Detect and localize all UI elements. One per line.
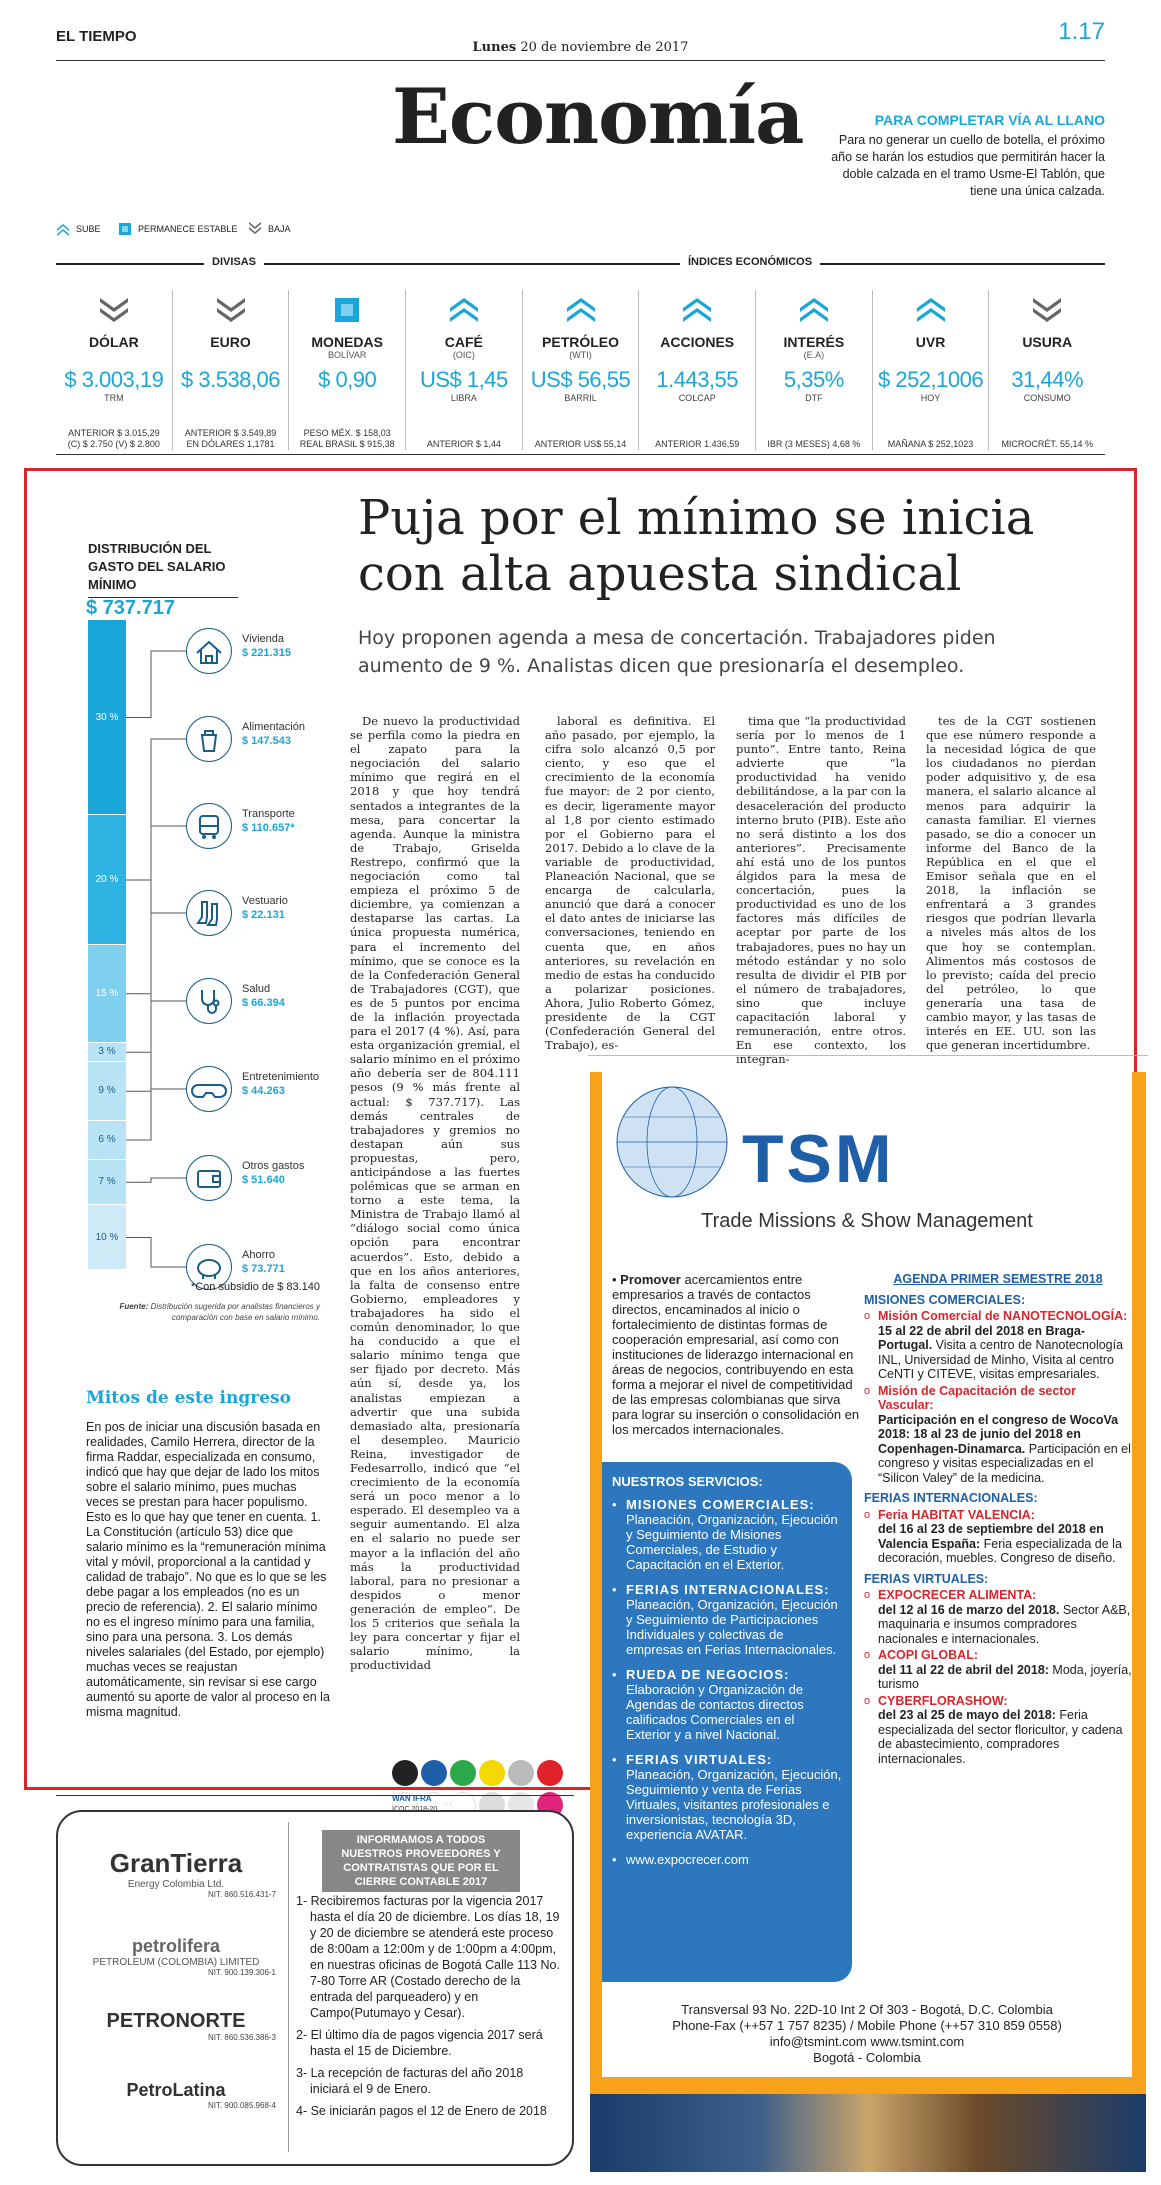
indicator-value: US$ 1,45 xyxy=(419,367,508,392)
event-date: del 16 al 23 de septiembre del 2018 en Valencia España: xyxy=(878,1522,1104,1551)
event-date: del 12 al 16 de marzo del 2018. xyxy=(878,1602,1060,1617)
notice-divider xyxy=(288,1822,289,2152)
chart-item-icon-5 xyxy=(186,1066,232,1112)
sidebar-text: En pos de iniciar una discusión basada en realidades, Camilo Herrera, director de la firma Raddar, especializada en consumo, indicó que hay que dejar de lado los mitos sobre el salario mínimo, pues muchas veces se prestan para hacer populismo. Esto es lo que hay que tener en cuenta. 1. La Constitución (artículo 53) dice que salario mínimo es la “remuneración mínima vital y móvil, proporcional a la cantidad y calidad de trabajo”. No que es lo que se les debe pagar a los empleados (no es un precio de referencia). 2. El salario mínimo no es el ingreso mínimo para una familia, sino para una persona. 3. Los demás niveles salariales (del Estado, por ejemplo) muchas veces se reajustan automáticamente, sin revisar si ese cargo aumentó su aporte de valor al proceso en la misma magnitud. xyxy=(86,1420,330,1719)
chart-title: DISTRIBUCIÓN DEL GASTO DEL SALARIO MÍNIMO xyxy=(88,540,238,598)
indicator-dólar xyxy=(56,290,173,450)
indicator-unit: HOY xyxy=(920,393,941,403)
ad-rule xyxy=(588,1055,1148,1056)
column-4-text: tes de la CGT sostienen que ese número responde a la necesidad lógica de que los ciudadanos no pierdan poder adquisitivo y, de esa manera, el salario alcance al menos para adquirir la canasta familiar. El viernes pasado, se dio a conocer un informe del Banco de la República en el que el Emisor señala que en el 2018, la inflación se enfrentará a 3 grandes riesgos que podrían llevarla a niveles más altos de los que hoy se contemplan. Alimentos más costosos de lo previsto; caída del precio del petróleo, lo que generaría una tasa de cambio mayor, y las tasas de interés en EE. UU. son las que generan incertidumbre. xyxy=(926,714,1096,1053)
service-text: Planeación, Organización, Ejecución, Seguimiento y venta de Ferias Virtuales, visitantes profesionales e inversionistas, tecnología 3D, experiencia AVATAR. xyxy=(626,1767,842,1842)
indicator-footer xyxy=(989,439,1105,450)
event-title: o CYBERFLORASHOW: xyxy=(878,1693,1008,1708)
chart-amount: $ 110.657* xyxy=(242,822,295,834)
article-headline: Puja por el mínimo se inicia con alta apuesta sindical xyxy=(358,490,1035,602)
company-subtitle: PETROLEUM (COLOMBIA) LIMITED xyxy=(92,1957,260,1968)
event-title: o Misión de Capacitación de sector Vascular: xyxy=(878,1383,1076,1412)
notice-list xyxy=(296,1893,566,2125)
agenda-event xyxy=(864,1508,1132,1566)
contact-city: Bogotá - Colombia xyxy=(813,2050,921,2065)
indicator-petróleo xyxy=(523,290,640,450)
connector-line xyxy=(126,1001,188,1091)
company-subtitle: Energy Colombia Ltd. xyxy=(127,1879,225,1890)
article-column-3 xyxy=(736,714,906,1067)
tsm-advertisement xyxy=(590,1072,1146,2172)
connector-line xyxy=(126,1178,188,1182)
group-indices: ÍNDICES ECONÓMICOS xyxy=(680,256,820,268)
trade-fair-photo xyxy=(590,2094,1146,2172)
event-date: Participación en el congreso de WocoVa 2018: 18 al 23 de junio del 2018 en Copenhagen-Dinamarca. xyxy=(878,1412,1119,1456)
color-swatch xyxy=(537,1760,563,1786)
service-title: • FERIAS VIRTUALES: xyxy=(626,1752,773,1767)
tsm-logo: TSM xyxy=(742,1121,895,1197)
chart-item-icon-2 xyxy=(186,803,232,849)
chart-item-label-4 xyxy=(242,982,285,1010)
event-date: del 23 al 25 de mayo del 2018: xyxy=(878,1708,1056,1722)
indicator-subtitle: (E.A) xyxy=(803,350,825,360)
header-rule xyxy=(56,60,1105,61)
chart-category: Otros gastos xyxy=(242,1160,305,1172)
indicator-unit: LIBRA xyxy=(450,393,477,403)
chart-category: Alimentación xyxy=(242,721,305,733)
service-item xyxy=(612,1497,842,1572)
notice-item: 1- Recibiremos facturas por la vigencia 2017 hasta el día 20 de diciembre. Los días 18, 19 y 20 de diciembre se atenderá este proceso de 8:00am a 12:00m y de 1:00pm a 4:00pm, en nuestras oficinas de Bogotá Calle 113 No. 7-80 Torre AR (Costado derecho de la entrada del parqueadero) y en Campo(Putumayo y Cesar). xyxy=(296,1894,560,2020)
section-title: Economía xyxy=(392,72,804,161)
indicators-row xyxy=(56,290,1105,450)
indicator-subtitle xyxy=(56,350,172,361)
agenda-category: FERIAS VIRTUALES: xyxy=(864,1571,989,1586)
group-divisas: DIVISAS xyxy=(204,256,264,268)
promo-text: acercamientos entre empresarios a través de contactos directos, encaminados al inicio o fortalecimiento de distintas formas de cooperación empresarial, así como con instituciones de liderazgo internacional en áreas de negocios, contribuyendo en esta forma a mejorar el nivel de competitividad de las empresas colombianas que sirva para lograr su inserción o consolidación en los mercados internacionales. xyxy=(612,1272,860,1437)
company-logo-0 xyxy=(76,1848,276,1899)
indicator-value: US$ 56,55 xyxy=(530,367,631,392)
source-text: Distribución sugerida por analistas financieros y comparación con base en salario mínimo. xyxy=(150,1302,320,1322)
notice-item: 4- Se iniciarán pagos el 12 de Enero de 2018 xyxy=(296,2104,547,2118)
indicator-name: MONEDAS xyxy=(311,334,383,350)
chart-amount: $ 66.394 xyxy=(242,997,285,1009)
chart-item-label-6 xyxy=(242,1159,304,1187)
trend-up-icon xyxy=(798,294,830,326)
article-column-4 xyxy=(926,714,1096,1053)
chart-category: Entretenimiento xyxy=(242,1071,320,1083)
connector-line xyxy=(126,1089,188,1140)
company-name: PETRONORTE xyxy=(106,2010,246,2032)
indicator-value: $ 0,90 xyxy=(318,367,377,392)
indicator-footer-1: MAÑANA $ 252,1023 xyxy=(887,439,974,449)
indicator-footer-1: MICROCRÉT. 55,14 % xyxy=(1001,439,1093,449)
indicator-unit: DTF xyxy=(805,393,823,403)
column-2-text: laboral es definitiva. El año pasado, por ejemplo, la cifra solo alcanzó 0,5 por ciento, y eso que el crecimiento de la economía fue mayor: de 2 por ciento, es decir, ligeramente mayor al 1,8 por ciento estimado por el Gobierno para el 2017. Debido a lo clave de la variable de productividad, Planeación Nacional, que se encarga de calcularla, anunció que dará a conocer el dato antes de iniciarse las conversaciones, teniendo en cuenta que, en años anteriores, su revelación en medio de estas ha conducido a polarizar posiciones. Ahora, Julio Roberto Gómez, presidente de la CGT (Confederación General del Trabajo), es- xyxy=(545,714,715,1053)
company-nit: NIT. 860.536.386-3 xyxy=(207,2033,276,2042)
issue-date xyxy=(0,40,1161,55)
indicator-name: ACCIONES xyxy=(660,334,735,350)
column-1-text: De nuevo la productividad se perfila como la piedra en el zapato para la negociación del salario mínimo que regirá en el 2018 y que hoy tendrá sentados a integrantes de la mesa, para concertar la agenda. Aunque la ministra de Trabajo, Griselda Restrepo, confirmó que la negociación como tal empieza el próximo 5 de diciembre, ya comienzan a destaparse las cartas. La única propuesta numérica, para el incremento del mínimo, que se conoce es la de la Confederación General de Trabajadores (CGT), que es de 5 puntos por encima de la inflación proyectada para el 2017 (4 %). Así, para esta organización gremial, el salario mínimo en el próximo año debería ser de 804.111 pesos (9 % más frente al actual: $ 737.717). Las demás centrales de trabajadores y gremios no destapan aún sus propuestas, pero, anticipándose a las fuertes polémicas que se arman en torno a este tema, la Ministra de Trabajo llamó al “diálogo social como única opción para encontrar acuerdos”. Esto, debido a que en los años anteriores, la falta de consenso entre Gobierno, empleadores y trabajadores ha sido el común denominador, lo que ha conducido a que el salario mínimo tenga que ser fijado por decreto. Más aún sí, desde ya, los analistas empiezan a advertir que una subida demasiado alta, presionaría el desempleo. Mauricio Reina, investigador de Fedesarrollo, indicó que “el crecimiento de la economía será un poco menor a lo esperado. El desempleo va a seguir aumentando. El alza en el salario no puede ser mayor a la inflación del año más la productividad laboral, para no presionar a despidos o menor generación de empleo”. De los 5 criterios que señala la ley para concertar y fijar el salario mínimo, la productividad xyxy=(350,714,520,1673)
color-swatch xyxy=(421,1760,447,1786)
trend-up-icon xyxy=(681,294,713,326)
connector-line xyxy=(126,651,188,718)
wan-ifra-logo: WAN IFRA xyxy=(392,1794,462,1803)
chart-amount: $ 22.131 xyxy=(242,909,285,921)
date-day: Lunes xyxy=(472,40,517,55)
company-nit: NIT. 860.516.431-7 xyxy=(207,1890,276,1899)
piggy-bank-icon xyxy=(191,1249,227,1285)
chevron-up-icon xyxy=(56,222,70,236)
teaser-text: Para no generar un cuello de botella, el próximo año se harán los estudios que permitirán hacer la doble calzada en el tramo Usme-El Tablón, que tiene una única calzada. xyxy=(831,133,1105,198)
bus-icon xyxy=(191,808,227,844)
article-column-1 xyxy=(350,714,520,1673)
company-logo-3 xyxy=(76,2080,276,2110)
indicator-footer-1: ANTERIOR $ 3.015,29 xyxy=(68,428,160,438)
indicator-footer xyxy=(756,439,872,450)
indicator-unit: BARRIL xyxy=(564,393,597,403)
chart-total: $ 737.717 xyxy=(86,597,175,619)
chart-category: Transporte xyxy=(242,808,295,820)
chart-category: Vestuario xyxy=(242,895,288,907)
agenda-event xyxy=(864,1694,1132,1767)
indicator-footer-1: PESO MÉX. $ 158,03 xyxy=(303,428,391,438)
indicator-footer xyxy=(523,439,639,450)
indicator-footer xyxy=(289,428,405,450)
tsm-agenda xyxy=(864,1272,1132,1766)
notice-item: 3- La recepción de facturas del año 2018 iniciará el 9 de Enero. xyxy=(296,2066,524,2096)
indicators-bottom-rule xyxy=(56,454,1105,455)
tsm-ad-panel xyxy=(602,1072,1132,2077)
connector-line xyxy=(126,739,188,880)
chart-bar-7: 10 % xyxy=(88,1205,126,1270)
indicator-name: PETRÓLEO xyxy=(542,334,620,350)
indicator-value: $ 252,1006 xyxy=(877,367,984,392)
chart-item-label-7 xyxy=(242,1248,285,1276)
chart-amount: $ 73.771 xyxy=(242,1263,285,1275)
contact-phones: Phone-Fax (++57 1 757 8235) / Mobile Phone (++57 310 859 0558) xyxy=(672,2018,1062,2033)
trend-up-icon xyxy=(915,294,947,326)
indicator-name: USURA xyxy=(1022,334,1073,350)
event-date: del 11 al 22 de abril del 2018: xyxy=(878,1662,1049,1677)
chart-category: Ahorro xyxy=(242,1249,276,1261)
trend-down-icon xyxy=(98,294,130,326)
company-nit: NIT. 900.139.306-1 xyxy=(207,1968,276,1977)
event-text: Sector A&B, maquinaria e insumos compradores nacionales e internacionales. xyxy=(878,1602,1131,1646)
indicator-footer-2: EN DÓLARES 1,1781 xyxy=(186,439,275,449)
indicator-footer xyxy=(639,439,755,450)
chevron-down-icon xyxy=(248,222,262,236)
service-text: Planeación, Organización, Ejecución y Seguimiento de Participaciones Individuales y colectivas de empresas en Ferias Internacionales. xyxy=(626,1597,838,1657)
newspaper-name: EL TIEMPO xyxy=(56,28,137,45)
indicator-footer-1: ANTERIOR 1.436,59 xyxy=(655,439,740,449)
contact-email-web[interactable]: info@tsmint.com www.tsmint.com xyxy=(769,2034,965,2049)
indicator-name: INTERÉS xyxy=(783,334,845,350)
trend-up-icon xyxy=(448,294,480,326)
chart-source xyxy=(88,1301,320,1323)
trend-up-icon xyxy=(565,294,597,326)
event-date: 15 al 22 de abril del 2018 en Braga-Portugal. xyxy=(878,1323,1086,1352)
indicator-footer-1: ANTERIOR $ 1,44 xyxy=(426,439,501,449)
indicator-name: UVR xyxy=(915,334,946,350)
service-item xyxy=(612,1582,842,1657)
chart-item-label-5 xyxy=(242,1070,319,1098)
agenda-event xyxy=(864,1384,1132,1486)
service-title: • MISIONES COMERCIALES: xyxy=(626,1497,815,1512)
source-label: Fuente: xyxy=(119,1302,149,1311)
service-title: • FERIAS INTERNACIONALES: xyxy=(626,1582,830,1597)
chart-item-icon-3 xyxy=(186,890,232,936)
indicator-name: DÓLAR xyxy=(88,334,139,350)
company-logo-1 xyxy=(76,1936,276,1977)
socks-icon xyxy=(191,895,227,931)
event-title: o Feria HABITAT VALENCIA: xyxy=(878,1507,1035,1522)
grocery-bag-icon xyxy=(191,721,227,757)
event-title: o EXPOCRECER ALIMENTA: xyxy=(878,1588,1037,1602)
indicator-subtitle: (OIC) xyxy=(452,350,475,360)
chart-bar-6: 7 % xyxy=(88,1160,126,1206)
indicator-unit: TRM xyxy=(104,393,124,403)
chart-item-label-1 xyxy=(242,720,305,748)
indicator-footer xyxy=(406,439,522,450)
chart-bar-5: 6 % xyxy=(88,1121,126,1160)
chart-item-label-3 xyxy=(242,894,288,922)
chart-category: Vivienda xyxy=(242,633,284,645)
trend-down-icon xyxy=(1031,294,1063,326)
indicator-unit: COLCAP xyxy=(678,393,716,403)
chart-bar-1: 20 % xyxy=(88,815,126,945)
tsm-contact xyxy=(602,2002,1132,2066)
connector-line xyxy=(126,913,188,1052)
agenda-event xyxy=(864,1588,1132,1646)
chart-item-label-0 xyxy=(242,632,291,660)
article-column-2 xyxy=(545,714,715,1053)
indicator-café xyxy=(406,290,523,450)
globe-icon xyxy=(612,1082,732,1202)
company-nit: NIT. 900.085.968-4 xyxy=(207,2101,276,2110)
event-title: o Misión Comercial de NANOTECNOLOGÍA: xyxy=(878,1309,1128,1323)
event-text: Participación en el congreso y visitas especializadas en el “Silicon Valey” de la medicina. xyxy=(878,1441,1131,1485)
indicator-value: 5,35% xyxy=(783,367,844,392)
chart-item-label-2 xyxy=(242,807,295,835)
connector-line xyxy=(126,826,188,994)
indicator-acciones xyxy=(639,290,756,450)
indicator-footer-1: ANTERIOR US$ 55,14 xyxy=(534,439,627,449)
services-list xyxy=(612,1497,842,1842)
wallet-icon xyxy=(191,1160,227,1196)
stethoscope-icon xyxy=(191,983,227,1019)
indicator-euro xyxy=(173,290,290,450)
service-website[interactable] xyxy=(612,1852,842,1867)
date-rest: 20 de noviembre de 2017 xyxy=(520,40,689,55)
chart-note: *Con subsidio de $ 83.140 xyxy=(190,1281,320,1293)
trend-down-icon xyxy=(215,294,247,326)
color-swatch xyxy=(479,1760,505,1786)
agenda-event xyxy=(864,1309,1132,1382)
company-name: petrolifera xyxy=(131,1936,221,1956)
chart-category: Salud xyxy=(242,983,271,995)
house-icon xyxy=(191,633,227,669)
indicator-usura xyxy=(989,290,1105,450)
event-text: Feria especializada de la decoración, muebles. Congreso de diseño. xyxy=(878,1536,1122,1565)
legend-down-label: BAJA xyxy=(268,224,291,234)
chart-item-icon-1 xyxy=(186,716,232,762)
indicator-name: CAFÉ xyxy=(444,334,483,350)
indicator-subtitle xyxy=(873,350,989,361)
indicator-footer xyxy=(173,428,289,450)
company-name: PetroLatina xyxy=(126,2080,226,2100)
chart-bar-4: 9 % xyxy=(88,1062,126,1121)
indicator-footer xyxy=(873,439,989,450)
chart-item-icon-0 xyxy=(186,628,232,674)
indicator-unit: CONSUMO xyxy=(1023,393,1071,403)
chart-amount: $ 51.640 xyxy=(242,1174,285,1186)
event-text: Visita a centro de Nanotecnología INL, Universidad de Minho, Visita al centro CeNTI y CITEVE, visitas empresariales. xyxy=(878,1338,1124,1381)
event-title: o ACOPI GLOBAL: xyxy=(878,1648,978,1662)
indicator-uvr xyxy=(873,290,990,450)
service-item xyxy=(612,1752,842,1842)
notice-title: INFORMAMOS A TODOS NUESTROS PROVEEDORES Y CONTRATISTAS QUE POR EL CIERRE CONTABLE 2017 xyxy=(322,1830,520,1892)
chart-bar-3: 3 % xyxy=(88,1043,126,1063)
indicator-subtitle xyxy=(989,350,1105,361)
article-deck: Hoy proponen agenda a mesa de concertación. Trabajadores piden aumento de 9 %. Analistas dicen que presionaría el desempleo. xyxy=(358,627,996,677)
services-title: NUESTROS SERVICIOS: xyxy=(612,1474,763,1489)
agenda-title: AGENDA PRIMER SEMESTRE 2018 xyxy=(893,1272,1103,1286)
color-swatch xyxy=(392,1760,418,1786)
chart-bar-2: 15 % xyxy=(88,945,126,1043)
indicator-subtitle: (WTI) xyxy=(569,350,592,360)
indicator-footer xyxy=(56,428,172,450)
service-text: Planeación, Organización, Ejecución y Seguimiento de Misiones Comerciales, de Estudio y Capacitación en el Exterior. xyxy=(626,1512,838,1572)
event-text: Moda, joyería, turismo xyxy=(878,1662,1132,1691)
legend-down xyxy=(248,222,291,236)
chart-amount: $ 221.315 xyxy=(242,647,291,659)
contact-address: Transversal 93 No. 22D-10 Int 2 Of 303 - Bogotá, D.C. Colombia xyxy=(681,2002,1053,2017)
page-number: 1.17 xyxy=(1058,18,1105,45)
indicator-subtitle xyxy=(639,350,755,361)
teaser-title: PARA COMPLETAR VÍA AL LLANO xyxy=(874,112,1105,128)
legend-up xyxy=(56,222,101,236)
tsm-promo: • Promover acercamientos entre empresarios a través de contactos directos, encaminados al inicio o fortalecimiento de distintas formas de cooperación empresarial, así como con instituciones de liderazgo internacional en áreas de negocios, contribuyendo en esta forma a mejorar el nivel de competitividad de las empresas colombianas que sirva para lograr su inserción o consolidación en los mercados internacionales. xyxy=(612,1272,860,1437)
chart-item-icon-4 xyxy=(186,978,232,1024)
service-title: • RUEDA DE NEGOCIOS: xyxy=(626,1667,790,1682)
indicator-footer-1: IBR (3 MESES) 4,68 % xyxy=(767,439,861,449)
color-swatch xyxy=(508,1760,534,1786)
square-icon xyxy=(118,222,132,236)
chart-amount: $ 147.543 xyxy=(242,735,291,747)
indicator-footer-2: (C) $ 2.750 (V) $ 2.800 xyxy=(67,439,160,449)
indicator-footer-1: ANTERIOR $ 3.549,89 xyxy=(184,428,277,438)
legend-stable-label: PERMANECE ESTABLE xyxy=(138,224,238,234)
indicator-subtitle xyxy=(173,350,289,361)
gamepad-icon xyxy=(191,1071,227,1107)
chart-amount: $ 44.263 xyxy=(242,1085,285,1097)
tsm-tagline: Trade Missions & Show Management xyxy=(701,1210,1033,1232)
tsm-services xyxy=(602,1462,852,1982)
sidebar-title: Mitos de este ingreso xyxy=(86,1388,291,1408)
indicator-name: EURO xyxy=(210,334,251,350)
service-item xyxy=(612,1667,842,1742)
event-text: Feria especializada del sector floricultor, y cadena de abastecimiento, compradores internacionales. xyxy=(878,1708,1123,1766)
bottom-rule xyxy=(56,1795,574,1796)
legend-stable xyxy=(118,222,237,236)
website-link[interactable]: www.expocrecer.com xyxy=(626,1852,749,1867)
indicator-value: $ 3.003,19 xyxy=(64,367,164,392)
notice-item: 2- El último día de pagos vigencia 2017 será hasta el 15 de Diciembre. xyxy=(296,2028,543,2058)
indicator-interés xyxy=(756,290,873,450)
color-swatch xyxy=(450,1760,476,1786)
agenda-event xyxy=(864,1648,1132,1692)
indicator-footer-2: REAL BRASIL $ 915,38 xyxy=(299,439,395,449)
indicator-value: $ 3.538,06 xyxy=(181,367,280,392)
company-logo-2 xyxy=(76,2010,276,2042)
connector-line xyxy=(126,1238,188,1268)
indicator-value: 1.443,55 xyxy=(656,367,739,392)
service-text: Elaboración y Organización de Agendas de contactos directos calificados Comerciales en el Exterior y a nivel Nacional. xyxy=(626,1682,804,1742)
indicator-subtitle: BOLÍVAR xyxy=(328,350,367,360)
company-name: GranTierra xyxy=(109,1848,243,1878)
legend-up-label: SUBE xyxy=(76,224,101,234)
chart-item-icon-6 xyxy=(186,1155,232,1201)
column-3-text: tima que “la productividad sería por lo menos de 1 punto”. Entre tanto, Reina advierte que “la productividad ha venido debilitándose, a la par con la desaceleración del producto interno bruto (PIB). Este año no será distinto a los dos anteriores”. Precisamente ahí está uno de los puntos álgidos para la mesa de concertación, pues la productividad es uno de los factores más difíciles de aceptar por parte de los trabajadores, pues no hay un método estándar y no solo resulta de dividir el PIB por el número de trabajadores, sino que incluye capacitación laboral y remuneración, entre otros. En ese contexto, los integran- xyxy=(736,714,906,1067)
indicator-monedas xyxy=(289,290,406,450)
agenda-category: MISIONES COMERCIALES: xyxy=(864,1292,1026,1307)
trend-stable-icon xyxy=(331,294,363,326)
agenda-category: FERIAS INTERNACIONALES: xyxy=(864,1491,1038,1505)
indicator-value: 31,44% xyxy=(1011,367,1084,392)
promo-bold: Promover xyxy=(620,1272,681,1287)
chart-bar-0: 30 % xyxy=(88,620,126,815)
agenda-list xyxy=(864,1293,1132,1767)
